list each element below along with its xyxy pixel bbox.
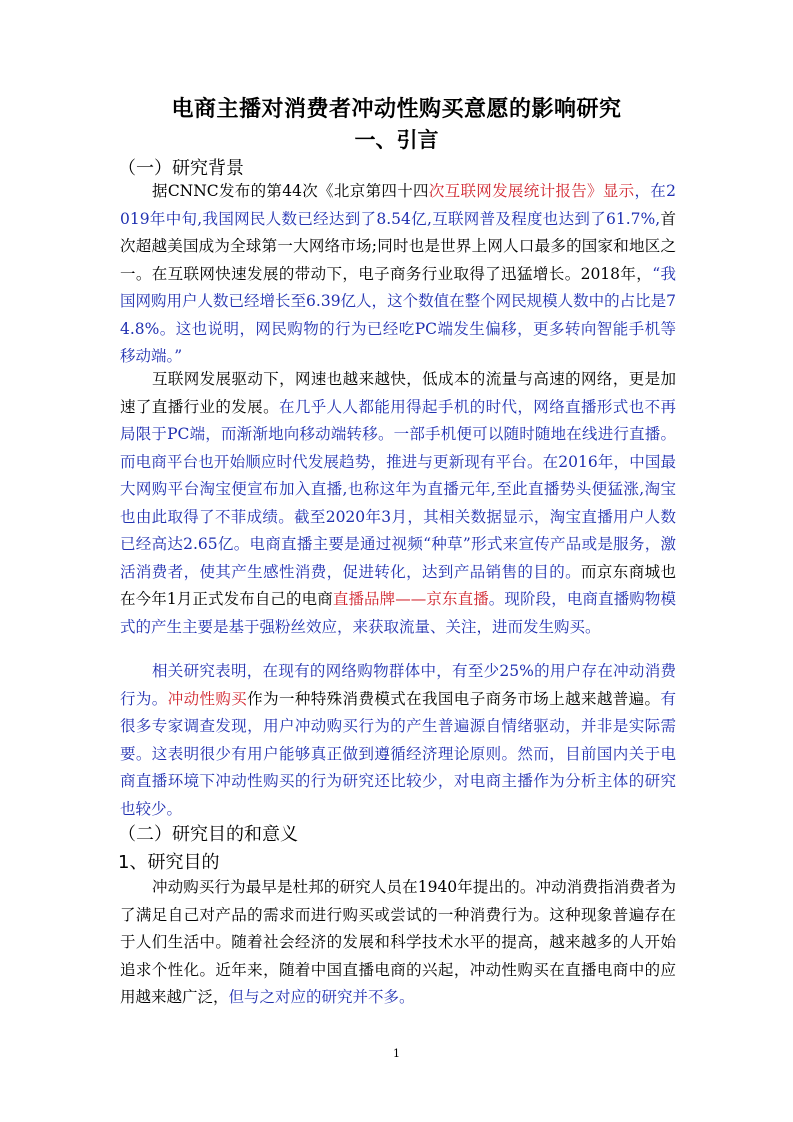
text-run: 据CNNC发布的第44次《北京第四十四: [152, 182, 429, 200]
paragraph-background-3: [120, 658, 676, 823]
text-run: 相关研究表明，在现有的网络购物群体中，有至少25%的用户存在冲动消费行为。: [120, 662, 676, 708]
text-run-quote: “我国网购用户人数已经增长至6.39亿人，这个数值在整个网民规模人数中的占比是74.8%。这也说明，网民购物的行为已经吃PC端发生偏移，更多转向智能手机等移动端。”: [120, 264, 676, 365]
paragraph-purpose: [120, 874, 676, 1012]
page-number: 1: [393, 1047, 400, 1060]
text-run: 。现阶段，电商直播购物模式的产生主要是基于强粉丝效应，来获取流量、关注，进而发生购买。: [120, 590, 676, 636]
text-run: 首次超越美国成为全球第一大网络市场;同时也是世界上网人口最多的国家和地区之一。在互联网快速发展的带动下，电子商务行业取得了迅猛增长。2018年，: [120, 209, 676, 283]
subsubsection-heading-purpose: 1、研究目的: [118, 852, 220, 873]
subsection-heading-purpose-significance: （二）研究目的和意义: [118, 824, 298, 845]
text-run: 冲动购买行为最早是杜邦的研究人员在1940年提出的。冲动消费指消费者为了满足自己对产品的需求而进行购买或尝试的一种消费行为。这种现象普遍存在于人们生活中。随着社会经济的发展和科学技术水平的提高，越来越多的人开始追求个性化。近年来，随着中国直播电商的兴起，冲动性购买在直播电商中的应用越来越广泛，: [120, 878, 676, 1006]
text-run: 在几乎人人都能用得起手机的时代，网络直播形式也不再局限于PC端，而渐渐地向移动端转移。一部手机便可以随时随地在线进行直播。而电商平台也开始顺应时代发展趋势，推进与更新现有平台。在2016年，中国最大网购平台淘宝便宣布加入直播,也称这年为直播元年,至此直播势头便猛涨,淘宝也由此取得了不菲成绩。截至2020年3月，其相关数据显示，淘宝直播用户人数已经高达2.65亿。电商直播主要是通过视频“种草”形式来宣传产品或是服务，激活消费者，使其产生感性消费，促进转化，达到产品销售的目的。: [120, 397, 676, 581]
text-run: 而京东商城也在今年1月正式发布自己的电商: [120, 562, 676, 608]
text-run: 但与之对应的研究并不多。: [228, 988, 415, 1006]
text-run-highlight: 次互联网发展统计报告》显示: [428, 182, 635, 200]
text-run: 作为一种特殊消费模式在我国电子商务市场上越来越普遍。: [247, 689, 661, 708]
paragraph-background-2: [120, 366, 676, 641]
text-run-highlight: 冲动性购买: [167, 689, 248, 708]
section-heading-introduction: 一、引言: [354, 128, 439, 152]
text-run: 互联网发展驱动下，网速也越来越快，低成本的流量与高速的网络，更是加速了直播行业的发展。: [120, 370, 676, 416]
text-run: ，在2019年中旬,我国网民人数已经达到了8.54亿,互联网普及程度也达到了61.7%,: [120, 182, 676, 228]
subsection-heading-background: （一）研究背景: [118, 158, 244, 179]
document-title: 电商主播对消费者冲动性购买意愿的影响研究: [171, 97, 622, 122]
text-run-highlight: 直播品牌——京东直播: [332, 590, 489, 608]
text-run: 有很多专家调查发现，用户冲动购买行为的产生普遍源自情绪驱动，并非是实际需要。这表明很少有用户能够真正做到遵循经济理论原则。然而，目前国内关于电商直播环境下冲动性购买的行为研究还比较少，对电商主播作为分析主体的研究也较少。: [120, 689, 676, 818]
paragraph-background-1: [120, 178, 676, 371]
